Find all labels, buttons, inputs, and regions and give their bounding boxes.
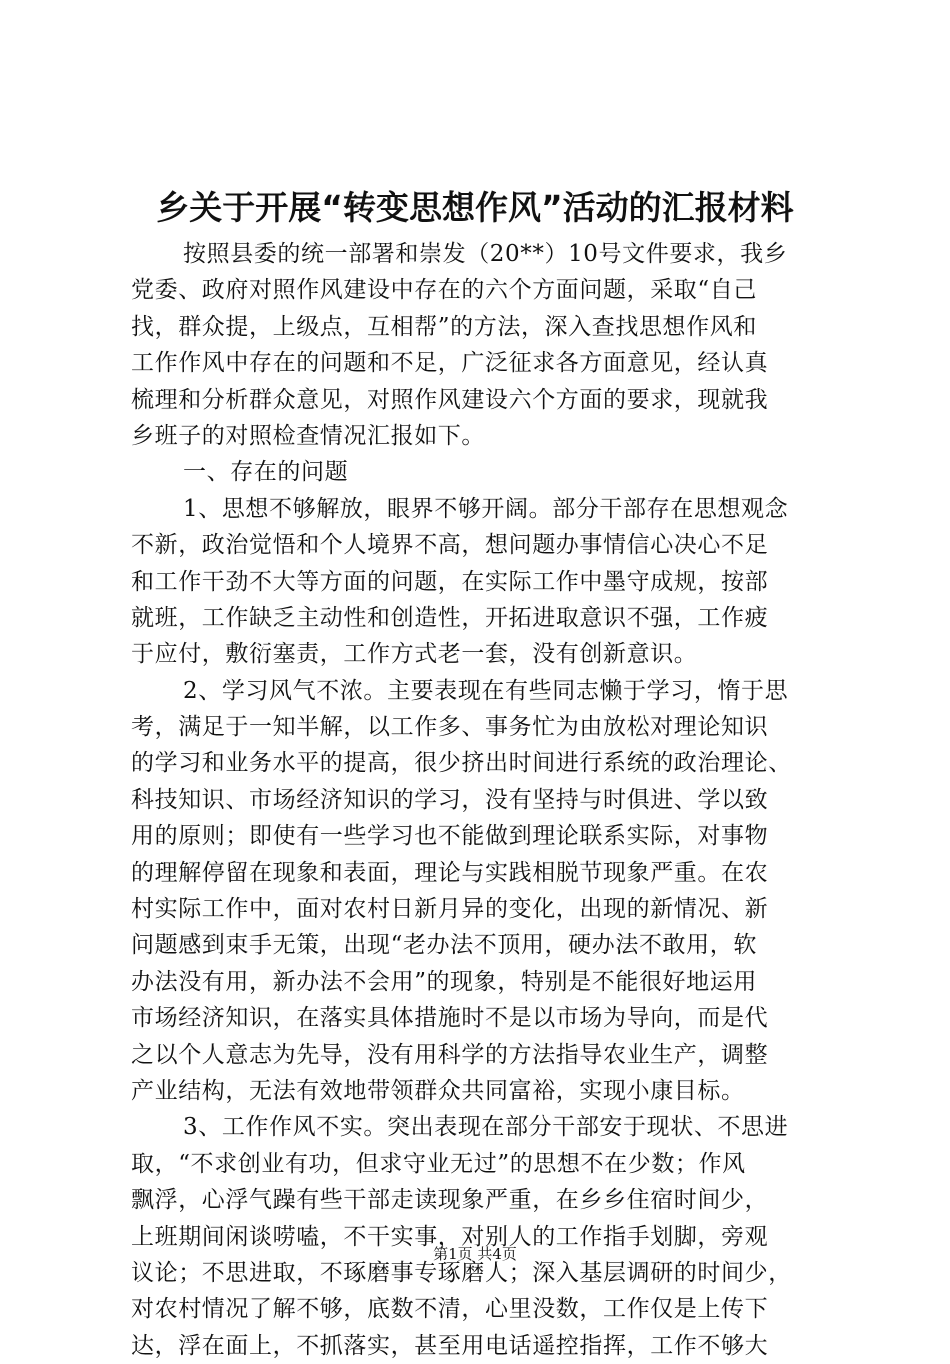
body-text-line: 工作作风中存在的问题和不足，广泛征求各方面意见，经认真 bbox=[131, 350, 769, 377]
body-text-line: 和工作干劲不大等方面的问题，在实际工作中墨守成规，按部 bbox=[131, 568, 769, 595]
body-text-line: 的理解停留在现象和表面，理论与实践相脱节现象严重。在农 bbox=[131, 859, 769, 886]
body-text-line: 对农村情况了解不够，底数不清，心里没数，工作仅是上传下 bbox=[131, 1296, 769, 1323]
body-text-line: 的学习和业务水平的提高，很少挤出时间进行系统的政治理论、 bbox=[131, 750, 792, 777]
body-text-line: 问题感到束手无策，出现“老办法不顶用，硬办法不敢用，软 bbox=[131, 932, 757, 959]
body-text-line: 梳理和分析群众意见，对照作风建设六个方面的要求，现就我 bbox=[131, 386, 769, 413]
document-body bbox=[131, 236, 831, 1364]
body-text-line: 一、存在的问题 bbox=[183, 459, 349, 486]
body-text-line: 1、思想不够解放，眼界不够开阔。部分干部存在思想观念 bbox=[183, 495, 789, 522]
body-text-line: 科技知识、市场经济知识的学习，没有坚持与时俱进、学以致 bbox=[131, 786, 769, 813]
body-text-line: 市场经济知识，在落实具体措施时不是以市场为导向，而是代 bbox=[131, 1005, 769, 1032]
body-text-line: 取，“不求创业有功，但求守业无过”的思想不在少数；作风 bbox=[131, 1150, 746, 1177]
body-text-line: 就班，工作缺乏主动性和创造性，开拓进取意识不强，工作疲 bbox=[131, 604, 769, 631]
body-text-line: 于应付，敷衍塞责，工作方式老一套，没有创新意识。 bbox=[131, 641, 698, 668]
document-title: 乡关于开展“转变思想作风”活动的汇报材料 bbox=[156, 188, 794, 227]
body-text-line: 找，群众提，上级点，互相帮”的方法，深入查找思想作风和 bbox=[131, 313, 757, 340]
body-text-line: 用的原则；即使有一些学习也不能做到理论联系实际，对事物 bbox=[131, 823, 769, 850]
body-text-line: 飘浮，心浮气躁有些干部走读现象严重，在乡乡住宿时间少， bbox=[131, 1187, 769, 1214]
body-text-line: 之以个人意志为先导，没有用科学的方法指导农业生产，调整 bbox=[131, 1041, 769, 1068]
body-text-line: 村实际工作中，面对农村日新月异的变化，出现的新情况、新 bbox=[131, 896, 769, 923]
body-text-line: 上班期间闲谈唠嗑，不干实事，对别人的工作指手划脚，旁观 bbox=[131, 1223, 769, 1250]
body-text-line: 不新，政治觉悟和个人境界不高，想问题办事情信心决心不足 bbox=[131, 532, 769, 559]
body-text-line: 考，满足于一知半解，以工作多、事务忙为由放松对理论知识 bbox=[131, 714, 769, 741]
body-text-line: 2、学习风气不浓。主要表现在有些同志懒于学习，惰于思 bbox=[183, 677, 789, 704]
body-text-line: 党委、政府对照作风建设中存在的六个方面问题，采取“自己 bbox=[131, 277, 757, 304]
body-text-line: 3、工作作风不实。突出表现在部分干部安于现状、不思进 bbox=[183, 1114, 789, 1141]
body-text-line: 议论；不思进取，不琢磨事专琢磨人；深入基层调研的时间少， bbox=[131, 1259, 792, 1286]
body-text-line: 按照县委的统一部署和崇发（20**）10号文件要求，我乡 bbox=[183, 241, 788, 267]
body-text-line: 乡班子的对照检查情况汇报如下。 bbox=[131, 422, 485, 449]
body-text-line: 产业结构，无法有效地带领群众共同富裕，实现小康目标。 bbox=[131, 1077, 745, 1104]
body-text-line: 办法没有用，新办法不会用”的现象，特别是不能很好地运用 bbox=[131, 968, 757, 995]
page-number-footer: 第1页 共4页 bbox=[433, 1245, 517, 1263]
body-text-line: 达，浮在面上，不抓落实，甚至用电话遥控指挥，工作不够大 bbox=[131, 1332, 769, 1359]
